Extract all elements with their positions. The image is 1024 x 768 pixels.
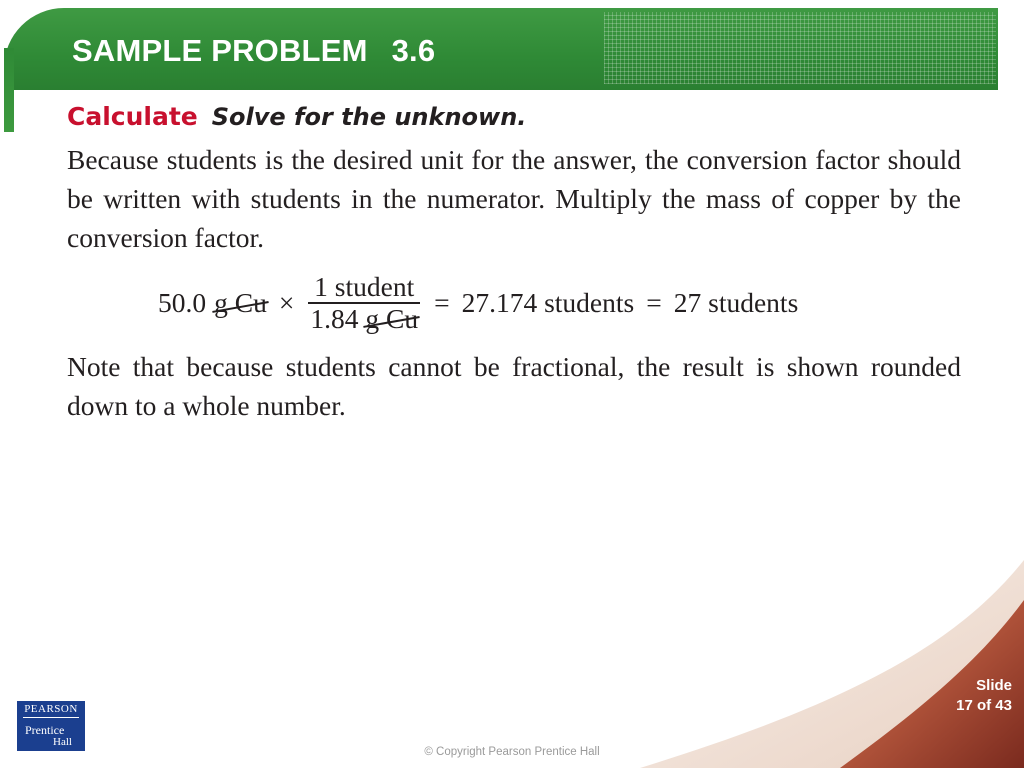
logo-hall-text: Hall bbox=[53, 736, 72, 748]
title-banner-grid-pattern bbox=[604, 12, 996, 84]
slide-counter bbox=[902, 676, 1012, 716]
step-label: Calculate bbox=[67, 102, 198, 131]
title-banner-stem bbox=[4, 48, 14, 132]
logo-prentice-text: Prentice bbox=[25, 723, 65, 737]
conversion-equation bbox=[158, 273, 798, 333]
slide-title bbox=[72, 33, 435, 69]
note-paragraph: Note that because students cannot be fractional, the result is shown rounded down to a whole number. bbox=[67, 351, 961, 421]
denominator-value: 1.84 bbox=[310, 303, 359, 334]
step-subtitle: Solve for the unknown. bbox=[211, 103, 527, 131]
pearson-prentice-hall-logo bbox=[17, 701, 85, 751]
denominator-unit-cancelled: g Cu bbox=[365, 303, 419, 334]
conversion-factor-numerator: 1 student bbox=[314, 271, 415, 302]
slide-count: 17 of 43 bbox=[956, 697, 1012, 714]
explanation-paragraph: Because students is the desired unit for the answer, the conversion factor should be written with students in the numerator. Multiply the mass of copper by the conversion factor. bbox=[67, 144, 961, 253]
final-result: 27 students bbox=[673, 287, 799, 318]
given-unit-cancelled: g Cu bbox=[214, 287, 267, 318]
conversion-factor-denominator bbox=[308, 304, 420, 334]
times-sign: × bbox=[278, 287, 295, 318]
raw-result: 27.174 students bbox=[461, 287, 635, 318]
logo-divider bbox=[23, 717, 79, 718]
problem-number: 3.6 bbox=[391, 33, 436, 68]
conversion-factor bbox=[308, 272, 420, 334]
given-value: 50.0 bbox=[158, 287, 207, 318]
equals-sign-2: = bbox=[646, 287, 662, 318]
step-heading bbox=[67, 102, 526, 131]
equals-sign: = bbox=[434, 287, 450, 318]
slide-label: Slide bbox=[976, 677, 1012, 694]
logo-pearson-text: PEARSON bbox=[24, 703, 78, 715]
copyright-notice: © Copyright Pearson Prentice Hall bbox=[424, 746, 600, 758]
slide-title-text: SAMPLE PROBLEM bbox=[72, 33, 368, 68]
